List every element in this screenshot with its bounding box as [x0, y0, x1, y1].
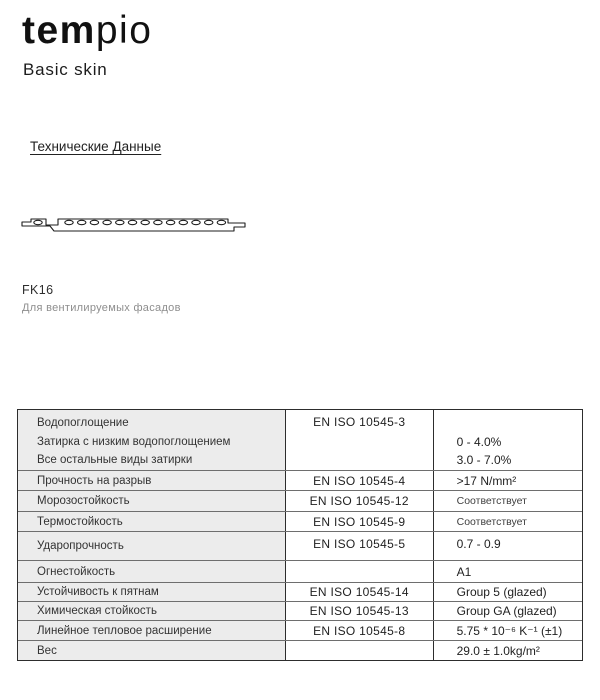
standard-cell: EN ISO 10545-8 [286, 621, 434, 640]
property-cell: Ударопрочность [18, 532, 286, 560]
table-row-frost-resistance [18, 490, 582, 511]
logo-bold-segment: tem [22, 9, 96, 52]
product-line-title: Basic skin [23, 60, 108, 79]
property-label: Водопоглощение [37, 417, 129, 429]
property-cell: Устойчивость к пятнам [18, 583, 286, 601]
standard-cell: EN ISO 10545-14 [286, 583, 434, 601]
standard-cell [286, 561, 434, 582]
property-cell: Морозостойкость [18, 491, 286, 511]
property-cell: Термостойкость [18, 512, 286, 531]
product-code: FK16 [22, 283, 54, 297]
table-row-water-absorption [18, 410, 582, 470]
property-cell: Огнестойкость [18, 561, 286, 582]
value-cell: >17 N/mm² [456, 473, 517, 488]
property-cell: Линейное тепловое расширение [18, 621, 286, 640]
table-row-impact-resistance [18, 531, 582, 560]
table-row-thermal-shock [18, 511, 582, 531]
standard-cell: EN ISO 10545-9 [286, 512, 434, 531]
table-row-weight [18, 640, 582, 660]
product-application: Для вентилируемых фасадов [22, 302, 181, 314]
property-sub-label: Все остальные виды затирки [37, 454, 193, 466]
table-row-stain-resistance [18, 582, 582, 601]
value-cell: 0.7 - 0.9 [456, 537, 501, 551]
property-cell: Химическая стойкость [18, 602, 286, 620]
value-cell [434, 410, 582, 470]
table-row-fire-resistance [18, 560, 582, 582]
standard-cell: EN ISO 10545-12 [286, 491, 434, 511]
section-heading: Технические Данные [30, 139, 162, 154]
logo-light-segment: pio [95, 9, 153, 52]
table-row-chemical-resistance [18, 601, 582, 620]
panel-profile-drawing [20, 214, 248, 240]
value-cell: Group GA (glazed) [456, 604, 557, 618]
value-cell: Соответствует [456, 515, 527, 528]
standard-cell: EN ISO 10545-13 [286, 602, 434, 620]
property-cell: Вес [18, 641, 286, 660]
spec-table [17, 409, 583, 661]
property-cell [18, 410, 286, 470]
standard-cell: EN ISO 10545-3 [286, 410, 434, 470]
table-row-tensile-strength [18, 470, 582, 490]
value-spacer [457, 414, 582, 433]
standard-cell [286, 641, 434, 660]
property-sub-label: Затирка с низким водопоглощением [37, 435, 231, 448]
table-row-thermal-expansion [18, 620, 582, 640]
standard-cell: EN ISO 10545-4 [286, 471, 434, 490]
value-label: 3.0 - 7.0% [456, 453, 512, 467]
value-label: 0 - 4.0% [456, 434, 502, 449]
value-cell: Group 5 (glazed) [456, 585, 547, 599]
brand-logo [22, 8, 152, 55]
value-cell: 5.75 * 10⁻⁶ K⁻¹ (±1) [456, 623, 563, 638]
standard-cell: EN ISO 10545-5 [286, 532, 434, 560]
property-cell: Прочность на разрыв [18, 471, 286, 490]
value-cell: A1 [456, 564, 472, 579]
value-cell: Соответствует [456, 495, 527, 507]
value-cell: 29.0 ± 1.0kg/m² [456, 643, 540, 658]
